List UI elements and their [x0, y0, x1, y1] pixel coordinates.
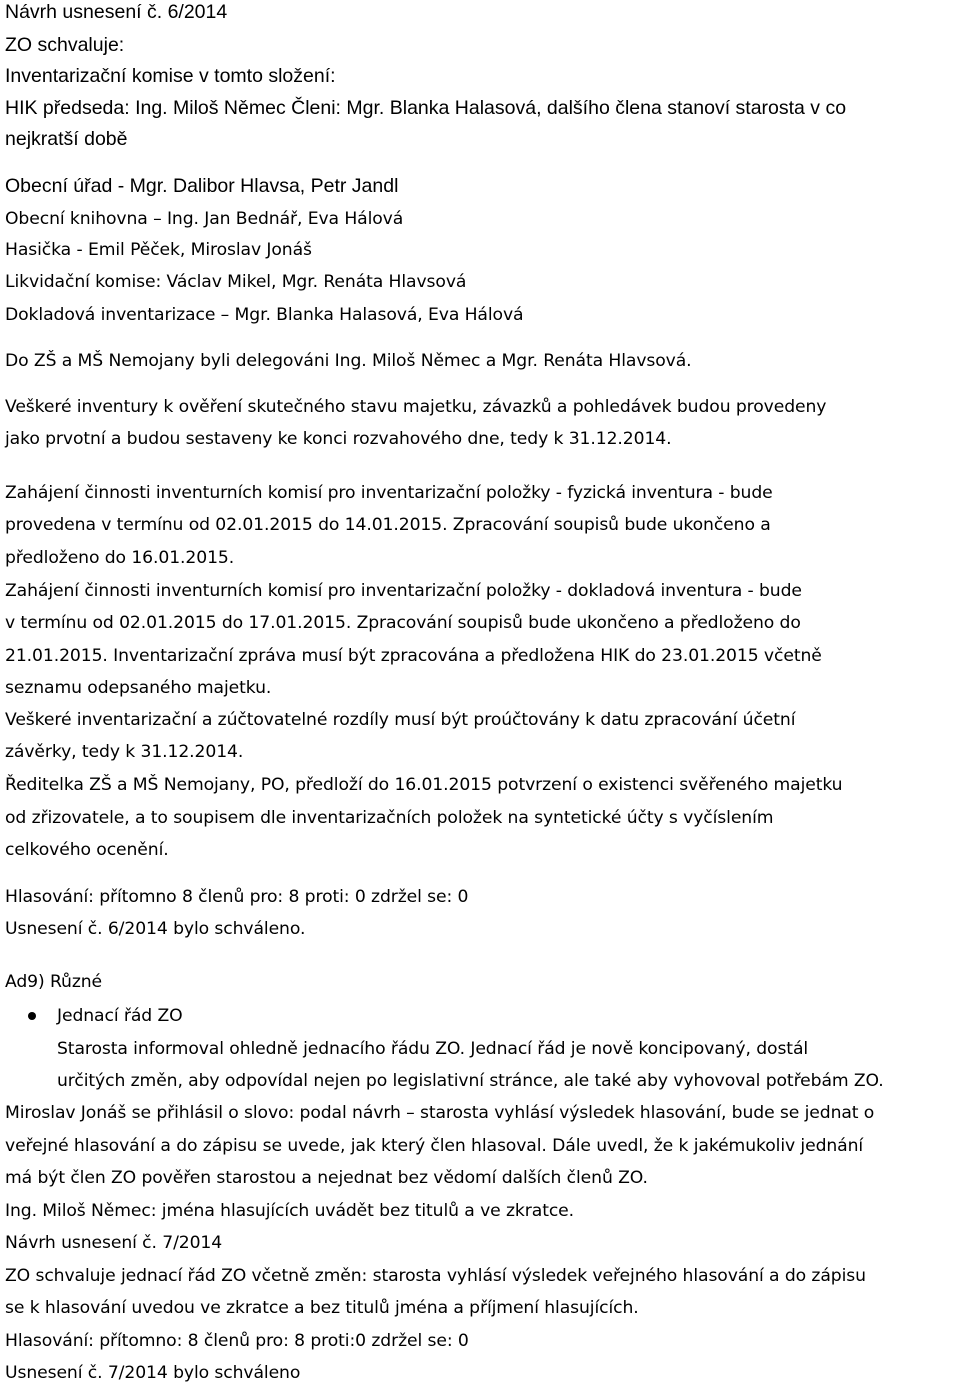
director-line-3: celkového ocenění.: [5, 840, 169, 860]
resolution-7-heading: Návrh usnesení č. 7/2014: [5, 1233, 223, 1253]
resolution-7-text-1: ZO schvaluje jednací řád ZO včetně změn: starosta vyhlásí výsledek veřejného hlasování a do zápisu: [5, 1266, 866, 1286]
director-line-1: Ředitelka ZŠ a MŠ Nemojany, PO, předloží do 16.01.2015 potvrzení o existenci svěřeného majetku: [5, 775, 843, 795]
inventories-line-2: jako prvotní a budou sestaveny ke konci rozvahového dne, tedy k 31.12.2014.: [5, 429, 672, 449]
dokladova-line: Dokladová inventarizace – Mgr. Blanka Halasová, Eva Hálová: [5, 305, 524, 325]
differences-line-2: závěrky, tedy k 31.12.2014.: [5, 742, 244, 762]
jonas-line-3: má být člen ZO pověřen starostou a nejednat bez vědomí dalších členů ZO.: [5, 1168, 648, 1188]
resolution-6-vote: Hlasování: přítomno 8 členů pro: 8 proti: 0 zdržel se: 0: [5, 887, 469, 907]
resolution-7-text-2: se k hlasování uvedou ve zkratce a bez titulů jména a příjmení hlasujících.: [5, 1298, 639, 1318]
nemec-line: Ing. Miloš Němec: jména hlasujících uvádět bez titulů a ve zkratce.: [5, 1201, 575, 1221]
document-inventory-line-2: v termínu od 02.01.2015 do 17.01.2015. Zpracování soupisů bude ukončeno a předloženo do: [5, 613, 801, 633]
inventories-line-1: Veškeré inventury k ověření skutečného stavu majetku, závazků a pohledávek budou provedeny: [5, 397, 827, 417]
director-line-2: od zřizovatele, a to soupisem dle inventarizačních položek na syntetické účty s vyčíslením: [5, 808, 774, 828]
physical-inventory-line-3: předloženo do 16.01.2015.: [5, 548, 235, 568]
differences-line-1: Veškeré inventarizační a zúčtovatelné rozdíly musí být proúčtovány k datu zpracování účetní: [5, 710, 796, 730]
resolution-6-result: Usnesení č. 6/2014 bylo schváleno.: [5, 919, 306, 939]
hik-line-cont: nejkratší době: [5, 128, 128, 150]
document-inventory-line-3: 21.01.2015. Inventarizační zpráva musí být zpracována a předložena HIK do 23.01.2015 včetně: [5, 646, 822, 666]
document-inventory-line-4: seznamu odepsaného majetku.: [5, 678, 272, 698]
physical-inventory-line-1: Zahájení činnosti inventurních komisí pro inventarizační položky - fyzická inventura - bude: [5, 483, 773, 503]
jonas-line-1: Miroslav Jonáš se přihlásil o slovo: podal návrh – starosta vyhlásí výsledek hlasování, bude se jednat o: [5, 1103, 875, 1123]
resolution-6-heading: Návrh usnesení č. 6/2014: [5, 1, 228, 23]
likvidacni-line: Likvidační komise: Václav Mikel, Mgr. Renáta Hlavsová: [5, 272, 467, 292]
resolution-6-approves: ZO schvaluje:: [5, 34, 125, 56]
knihovna-line: Obecní knihovna – Ing. Jan Bednář, Eva Hálová: [5, 209, 404, 229]
physical-inventory-line-2: provedena v termínu od 02.01.2015 do 14.01.2015. Zpracování soupisů bude ukončeno a: [5, 515, 771, 535]
starosta-para-line-1: Starosta informoval ohledně jednacího řádu ZO. Jednací řád je nově koncipovaný, dostál: [57, 1039, 809, 1059]
bullet-title: Jednací řád ZO: [57, 1006, 183, 1026]
ad9-heading: Ad9) Různé: [5, 972, 103, 992]
resolution-7-result: Usnesení č. 7/2014 bylo schváleno: [5, 1363, 301, 1383]
jonas-line-2: veřejné hlasování a do zápisu se uvede, jak který člen hlasoval. Dále uvedl, že k jakémukoliv jednání: [5, 1136, 864, 1156]
hasicka-line: Hasička - Emil Pěček, Miroslav Jonáš: [5, 240, 312, 260]
bullet-icon: [28, 1012, 36, 1020]
resolution-7-vote: Hlasování: přítomno: 8 členů pro: 8 proti:0 zdržel se: 0: [5, 1331, 469, 1351]
hik-line: HIK předseda: Ing. Miloš Němec Členi: Mgr. Blanka Halasová, dalšího člena stanoví starosta v co: [5, 97, 847, 119]
starosta-para-line-2: určitých změn, aby odpovídal nejen po legislativní stránce, ale také aby vyhovoval potřebám ZO.: [57, 1071, 884, 1091]
obecni-urad-line: Obecní úřad - Mgr. Dalibor Hlavsa, Petr Jandl: [5, 175, 399, 197]
document-inventory-line-1: Zahájení činnosti inventurních komisí pro inventarizační položky - dokladová inventura - bude: [5, 581, 802, 601]
commission-intro: Inventarizační komise v tomto složení:: [5, 65, 336, 87]
delegated-line: Do ZŠ a MŠ Nemojany byli delegováni Ing. Miloš Němec a Mgr. Renáta Hlavsová.: [5, 351, 692, 371]
